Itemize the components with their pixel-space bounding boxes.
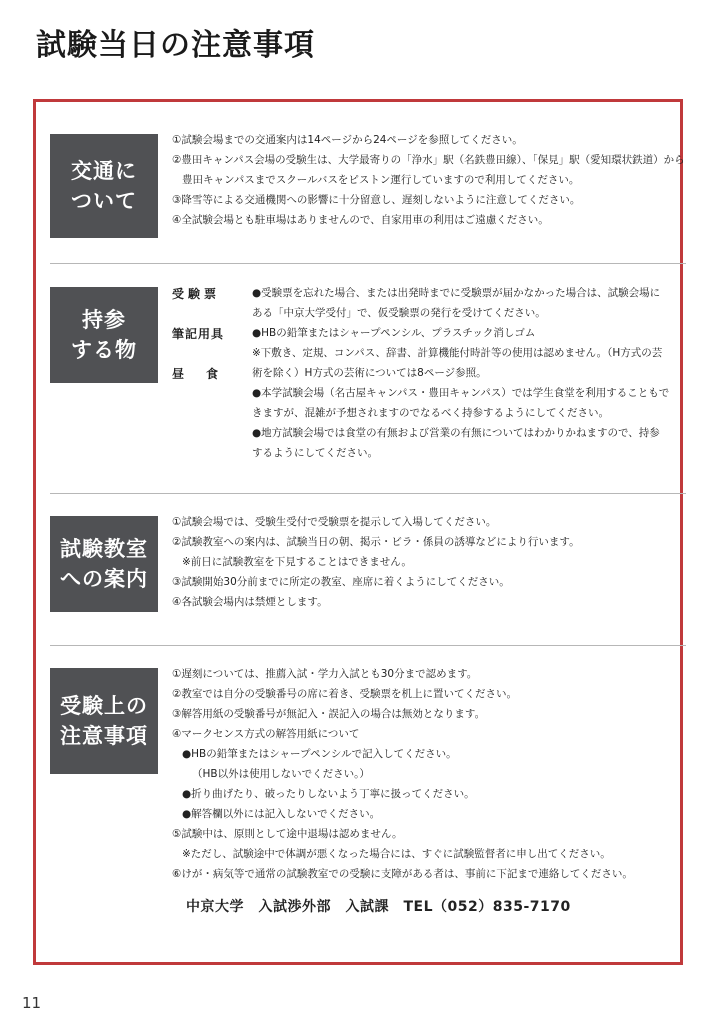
section-belongings (50, 283, 686, 468)
belongings-row-writing (172, 323, 686, 383)
list-item: ⑥けが・病気等で通常の試験教室での受験に支障がある者は、事前に下記まで連絡してください。 (172, 868, 633, 880)
belongings-value (252, 323, 686, 383)
list-item: ※ただし、試験途中で体調が悪くなった場合には、すぐに試験監督者に申し出てください。 (182, 848, 611, 860)
belongings-value (252, 283, 686, 323)
list-item: 豊田キャンパスまでスクールバスをピストン運行していますので利用してください。 (182, 174, 580, 186)
section-label-exam (50, 668, 158, 774)
belongings-key: 昼食 (172, 367, 241, 381)
transport-items (172, 130, 686, 230)
classroom-items (172, 512, 686, 612)
section-label-text: 持参 する物 (71, 308, 137, 362)
section-divider (50, 493, 686, 494)
list-item: ④全試験会場とも駐車場はありませんので、自家用車の利用はご遠慮ください。 (172, 214, 549, 226)
list-item: ●地方試験会場では食堂の有無および営業の有無についてはわかりかねますので、持参 (252, 427, 660, 439)
list-item: ※下敷き、定規、コンパス、辞書、計算機能付時計等の使用は認めません。（H方式の芸 (252, 347, 663, 359)
belongings-key: 筆記用具 (172, 327, 225, 341)
list-item: ①試験会場までの交通案内は14ページから24ページを参照してください。 (172, 134, 523, 146)
list-item: ③試験開始30分前までに所定の教室、座席に着くようにしてください。 (172, 576, 510, 588)
list-item: ●HBの鉛筆またはシャープペンシル、プラスチック消しゴム (252, 327, 536, 339)
section-label-text: 試験教室 への案内 (60, 537, 148, 591)
belongings-value (252, 383, 686, 463)
list-item: きますが、混雑が予想されますのでなるべく持参するようにしてください。 (252, 407, 609, 419)
contact-info: 中京大学 入試渉外部 入試課 TEL（052）835-7170 (186, 899, 571, 915)
list-item: ④各試験会場内は禁煙とします。 (172, 596, 328, 608)
list-item: ①試験会場では、受験生受付で受験票を提示して入場してください。 (172, 516, 497, 528)
list-item: ①遅刻については、推薦入試・学力入試とも30分まで認めます。 (172, 668, 478, 680)
belongings-list (172, 283, 686, 463)
section-exam (50, 664, 686, 890)
list-item: ●受験票を忘れた場合、または出発時までに受験票が届かなかった場合は、試験会場に (252, 287, 661, 299)
list-item: ⑤試験中は、原則として途中退場は認めません。 (172, 828, 403, 840)
list-item: ④マークセンス方式の解答用紙について (172, 728, 360, 740)
list-item: ●本学試験会場（名古屋キャンパス・豊田キャンパス）では学生食堂を利用することもで (252, 387, 670, 399)
section-divider (50, 645, 686, 646)
list-item: ③降雪等による交通機関への影響に十分留意し、遅刻しないように注意してください。 (172, 194, 581, 206)
page-title: 試験当日の注意事項 (36, 28, 315, 63)
section-classroom (50, 512, 686, 622)
belongings-key: 受験票 (172, 287, 221, 301)
list-item: ※前日に試験教室を下見することはできません。 (182, 556, 412, 568)
section-label-transport (50, 134, 158, 238)
list-item: ある「中京大学受付」で、仮受験票の発行を受けてください。 (252, 307, 546, 319)
list-item: ②豊田キャンパス会場の受験生は、大学最寄りの「浄水」駅（名鉄豊田線）、「保見」駅（愛知環状鉄道）から (172, 154, 685, 166)
section-label-text: 受験上の 注意事項 (60, 694, 148, 748)
page-number: 11 (22, 994, 42, 1012)
list-item: ②教室では自分の受験番号の席に着き、受験票を机上に置いてください。 (172, 688, 517, 700)
list-item: ③解答用紙の受験番号が無記入・誤記入の場合は無効となります。 (172, 708, 486, 720)
list-item: ②試験教室への案内は、試験当日の朝、掲示・ビラ・係員の誘導などにより行います。 (172, 536, 580, 548)
section-transport (50, 130, 686, 240)
list-item: （HB以外は使用しないでください。） (192, 768, 370, 780)
section-label-classroom (50, 516, 158, 612)
section-divider (50, 263, 686, 264)
list-item: するようにしてください。 (252, 447, 378, 459)
list-item: ●折り曲げたり、破ったりしないよう丁寧に扱ってください。 (182, 788, 475, 800)
list-item: ●HBの鉛筆またはシャープペンシルで記入してください。 (182, 748, 457, 760)
list-item: 術を除く）H方式の芸術については8ページ参照。 (252, 367, 487, 379)
section-label-belongings (50, 287, 158, 383)
exam-items (172, 664, 686, 884)
list-item: ●解答欄以外には記入しないでください。 (182, 808, 381, 820)
belongings-row-ticket (172, 283, 686, 323)
section-label-text: 交通に ついて (71, 159, 137, 213)
